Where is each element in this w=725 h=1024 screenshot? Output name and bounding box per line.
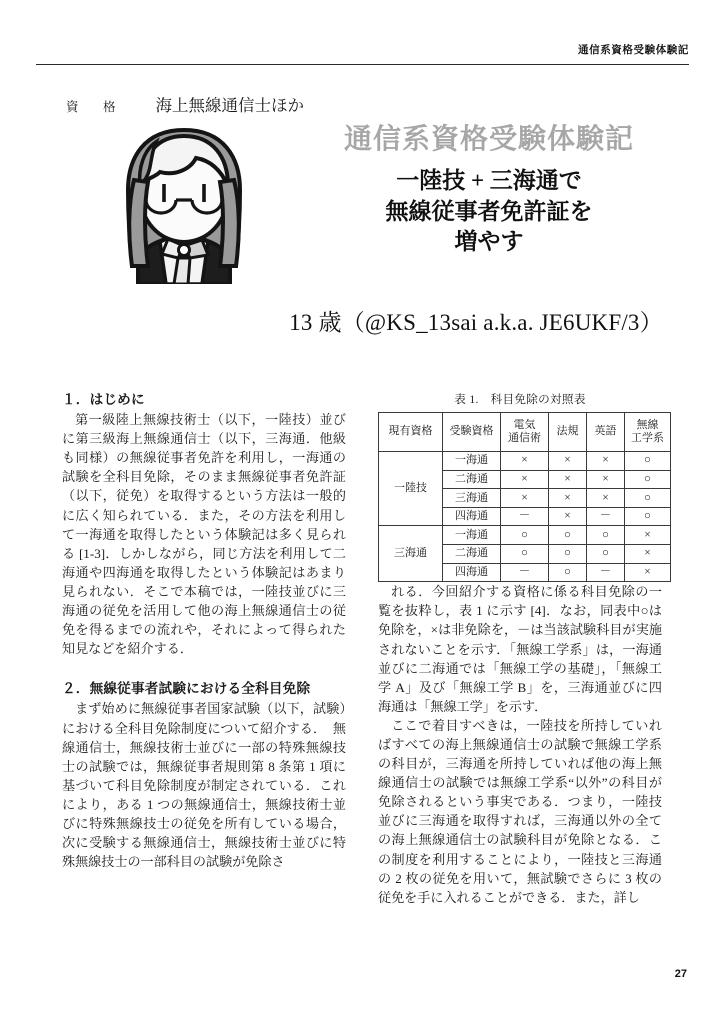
header-rule <box>36 64 689 65</box>
table-header-row <box>379 413 671 452</box>
masthead <box>36 122 689 352</box>
section-2-heading: ２．無線従事者試験における全科目免除 <box>62 681 311 697</box>
table-row <box>379 526 671 545</box>
qualification-value: 海上無線通信士ほか <box>155 96 305 115</box>
qualification-line <box>66 92 304 116</box>
header-radio-engineering-bottom: 工学系 <box>631 432 664 445</box>
header-telecom-technique-top: 電気 <box>513 418 536 431</box>
cell-value: × <box>501 489 549 508</box>
cell-value: ○ <box>587 526 625 545</box>
page-number: 27 <box>674 968 687 980</box>
right-column <box>378 390 662 907</box>
exam-label: 一海通 <box>443 452 501 471</box>
group-label-existing-1: 三海通 <box>379 526 443 582</box>
series-title: 通信系資格受験体験記 <box>343 124 634 155</box>
cell-value: － <box>587 563 625 582</box>
left-column <box>62 390 346 871</box>
table-row <box>379 452 671 471</box>
header-regulations: 法規 <box>549 413 587 452</box>
running-head: 通信系資格受験体験記 <box>578 45 689 56</box>
exam-label: 一海通 <box>443 526 501 545</box>
table-caption: 表 1. 科目免除の対照表 <box>454 393 586 406</box>
cell-value: ○ <box>501 545 549 564</box>
cell-value: － <box>501 507 549 526</box>
header-existing-qualification: 現有資格 <box>379 413 443 452</box>
article-title <box>284 166 694 258</box>
qualification-label: 資 格 <box>66 100 122 114</box>
section-2-paragraph: まず始めに無線従事者国家試験（以下，試験）における全科目免除制度について紹介する． 無線通信士，無線技術士並びに一部の特殊無線技士の試験では，無線従事者規則第 8 条第 1 項に基づいて科目免除制度が制定されている．これにより，ある 1 つの無線通信士，無線技術士並びに特殊無線技士の従免を所有している場合，次に受験する無線通信士，無線技術士並びに特殊無線技士の一部科目の試験が免除さ <box>62 701 346 870</box>
cell-value: × <box>549 470 587 489</box>
cell-value: × <box>549 452 587 471</box>
cell-value: ○ <box>549 545 587 564</box>
right-paragraph-1: れる．今回紹介する資格に係る科目免除の一覧を抜粋し，表 1 に示す [4]．なお，同表中○は免除を，×は非免除を，－は当該試験科目が実施されないことを示す．「無線工学系」は，一海通並びに二海通では「無線工学の基礎」，「無線工学 A」及び「無線工学 B」を，三海通並びに四海通は「無線工学」を示す． <box>378 584 662 714</box>
cell-value: × <box>549 507 587 526</box>
header-exam-qualification: 受験資格 <box>443 413 501 452</box>
author-byline: 13 歳（@KS_13sai a.k.a. JE6UKF/3） <box>289 310 663 335</box>
section-1-heading: １．はじめに <box>62 392 145 407</box>
cell-value: × <box>587 470 625 489</box>
exam-label: 三海通 <box>443 489 501 508</box>
article-title-line-3: 増やす <box>454 229 524 255</box>
article-title-line-1: 一陸技 + 三海通で <box>396 168 582 193</box>
header-telecom-technique-bottom: 通信術 <box>508 432 541 445</box>
header-radio-engineering <box>625 413 671 452</box>
cell-value: ○ <box>625 452 671 471</box>
cell-value: － <box>587 507 625 526</box>
cell-value: ○ <box>625 489 671 508</box>
cell-value: × <box>549 489 587 508</box>
table-body <box>379 452 671 582</box>
cell-value: × <box>625 545 671 564</box>
section-1-paragraph: 第一級陸上無線技術士（以下，一陸技）並びに第三級海上無線通信士（以下，三海通．他級も同様）の無線従事者免許を利用し，一海通の試験を全科目免除，そのまま無線従事者免許証（以下，従免）を取得するという方法は一般的に広く知られている．また，その方法を利用して一海通を取得したという体験記は多く見られる [1-3]．しかしながら，同じ方法を利用して二海通や四海通を取得したという体験記はあまり見られない．そこで本稿では，一陸技並びに三海通の従免を活用して他の海上無線通信士の従免を得るまでの流れや，それによって得られた知見などを紹介する． <box>62 412 346 657</box>
article-title-line-2: 無線従事者免許証を <box>385 198 593 224</box>
avatar-illustration-icon <box>104 124 264 284</box>
cell-value: × <box>587 452 625 471</box>
right-paragraph-2: ここで着目すべきは，一陸技を所持していればすべての海上無線通信士の試験で無線工学系の科目が，三海通を所持していれば他の海上無線通信士の試験では無線工学系“以外”の科目が免除されるという事実である．つまり，一陸技並びに三海通を取得すれば，三海通以外の全ての海上無線通信士の試験科目が免除となる．この制度を利用することにより，一陸技と三海通の 2 枚の従免を用いて，無試験でさらに 3 枚の従免を手に入れることができる．また，詳し <box>378 717 662 905</box>
cell-value: × <box>587 489 625 508</box>
cell-value: ○ <box>625 507 671 526</box>
cell-value: × <box>625 526 671 545</box>
cell-value: ○ <box>587 545 625 564</box>
exam-label: 四海通 <box>443 507 501 526</box>
author-avatar <box>104 124 264 284</box>
header-english: 英語 <box>587 413 625 452</box>
cell-value: × <box>501 452 549 471</box>
header-telecom-technique <box>501 413 549 452</box>
cell-value: ○ <box>549 526 587 545</box>
cell-value: ○ <box>501 526 549 545</box>
cell-value: ○ <box>625 470 671 489</box>
exam-label: 二海通 <box>443 545 501 564</box>
cell-value: × <box>625 563 671 582</box>
cell-value: － <box>501 563 549 582</box>
exam-label: 二海通 <box>443 470 501 489</box>
table-head <box>379 413 671 452</box>
exam-label: 四海通 <box>443 563 501 582</box>
group-label-existing-0: 一陸技 <box>379 452 443 526</box>
header-radio-engineering-top: 無線 <box>636 418 659 431</box>
cell-value: × <box>501 470 549 489</box>
subject-exemption-table <box>378 412 671 582</box>
cell-value: ○ <box>549 563 587 582</box>
